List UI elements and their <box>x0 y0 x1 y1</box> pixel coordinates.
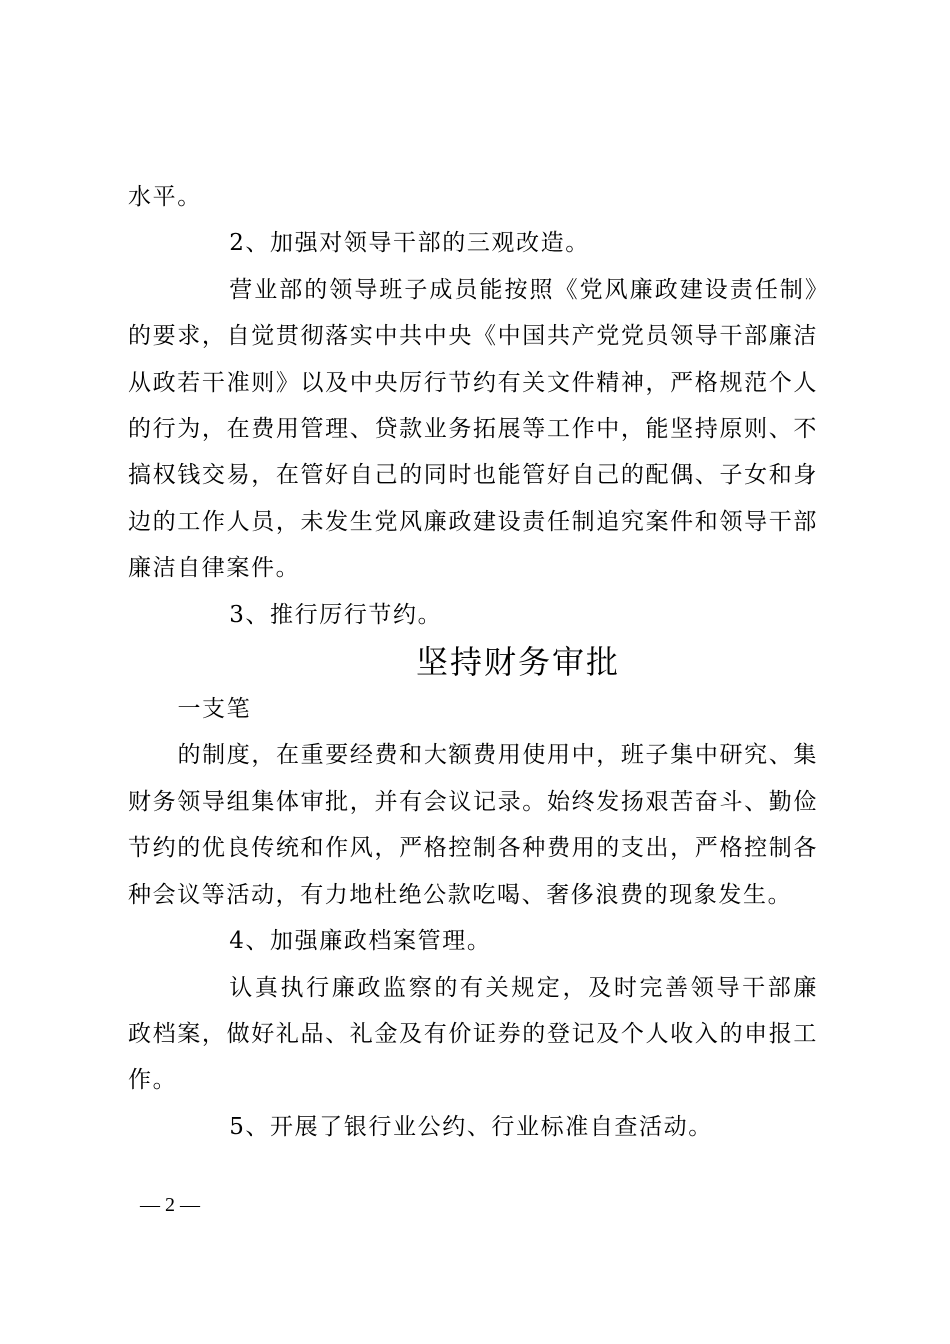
section-3-title: 3、推行厉行节约。 <box>229 601 443 628</box>
page-number: — 2 — <box>140 1194 200 1216</box>
section-2-body: 营业部的领导班子成员能按照《党风廉政建设责任制》的要求，自觉贯彻落实中共中央《中国共产党党员领导干部廉洁从政若干准则》以及中央厉行节约有关文件精神，严格规范个人的行为，在费用管理、贷款业务拓展等工作中，能坚持原则、不搞权钱交易，在管好自己的同时也能管好自己的配偶、子女和身边的工作人员，未发生党风廉政建设责任制追究案件和领导干部廉洁自律案件。 <box>128 276 818 582</box>
section-4-title: 4、加强廉政档案管理。 <box>229 928 492 955</box>
emphasis-heading: 坚持财务审批 <box>415 643 620 682</box>
section-4-body: 认真执行廉政监察的有关规定，及时完善领导干部廉政档案，做好礼品、礼金及有价证券的登记及个人收入的申报工作。 <box>128 974 818 1094</box>
heading-continuation: 一支笔 <box>177 696 252 723</box>
section-2-title: 2、加强对领导干部的三观改造。 <box>229 230 590 257</box>
section-5-title: 5、开展了银行业公约、行业标准自查活动。 <box>229 1113 713 1140</box>
section-3-body: 的制度，在重要经费和大额费用使用中，班子集中研究、集财务领导组集体审批，并有会议记录。始终发扬艰苦奋斗、勤俭节约的优良传统和作风，严格控制各种费用的支出，严格控制各种会议等活动，有力地杜绝公款吃喝、奢侈浪费的现象发生。 <box>128 742 818 908</box>
document-body <box>128 174 818 1150</box>
paragraph-level-text: 水平。 <box>128 184 202 210</box>
